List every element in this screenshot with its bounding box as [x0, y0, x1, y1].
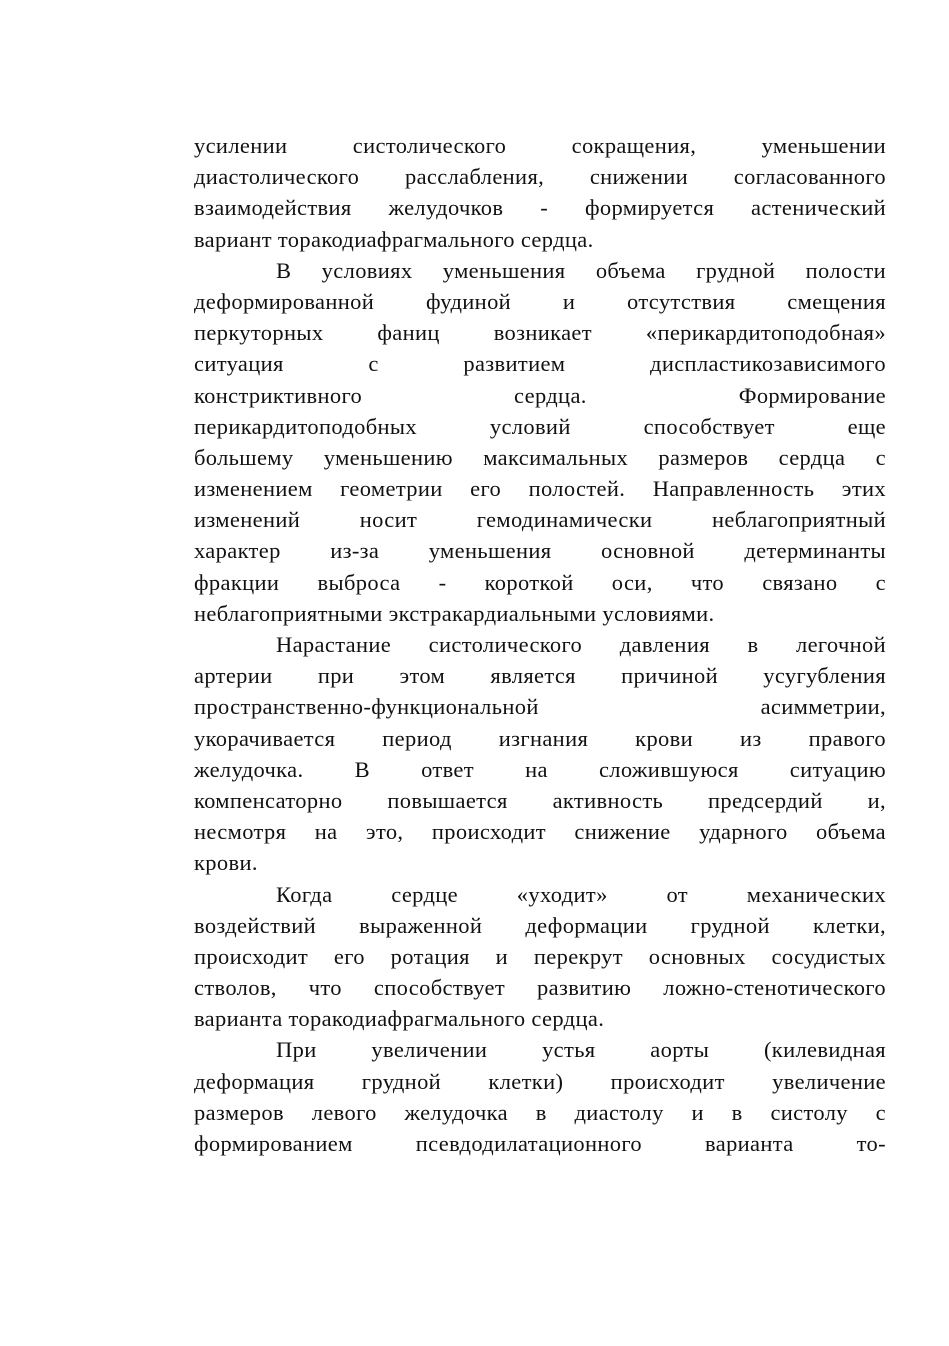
- text-line: укорачивается период изгнания крови из правого: [194, 725, 886, 751]
- text-line: формированием псевдодилатационного варианта то-: [194, 1131, 886, 1156]
- text-line: Когда сердце «уходит» от механических: [276, 881, 886, 907]
- text-line: В условиях уменьшения объема грудной полости: [276, 257, 886, 283]
- text-line: вариант торакодиафрагмального сердца.: [194, 226, 594, 252]
- text-line: взаимодействия желудочков - формируется астенический: [194, 195, 886, 221]
- paragraph: [194, 130, 886, 255]
- paragraph: [194, 879, 886, 1035]
- text-line: большему уменьшению максимальных размеров сердца с: [194, 444, 886, 470]
- text-line: воздействий выраженной деформации грудной клетки,: [194, 912, 886, 938]
- paragraph: [194, 629, 886, 879]
- text-line: усилении систолического сокращения, уменьшении: [194, 133, 886, 158]
- text-line: деформированной фудиной и отсутствия смещения: [194, 288, 886, 314]
- text-line: диастолического расслабления, снижении согласованного: [194, 164, 886, 190]
- text-line: ситуация с развитием диспластикозависимого: [194, 351, 886, 377]
- paragraph: [194, 255, 886, 629]
- text-line: несмотря на это, происходит снижение ударного объема: [194, 819, 886, 845]
- text-line: фракции выброса - короткой оси, что связано с: [194, 569, 886, 595]
- text-line: характер из-за уменьшения основной детерминанты: [194, 538, 886, 564]
- text-line: изменений носит гемодинамически неблагоприятный: [194, 507, 886, 533]
- text-line: артерии при этом является причиной усугубления: [194, 663, 886, 689]
- text-line: желудочка. В ответ на сложившуюся ситуацию: [194, 756, 886, 782]
- text-line: перкуторных фаниц возникает «перикардитоподобная»: [194, 320, 886, 346]
- text-line: констриктивного сердца. Формирование: [194, 382, 886, 408]
- text-line: стволов, что способствует развитию ложно-стенотического: [194, 975, 886, 1001]
- text-line: происходит его ротация и перекрут основных сосудистых: [194, 943, 886, 969]
- text-line: варианта торакодиафрагмального сердца.: [194, 1006, 605, 1032]
- text-line: размеров левого желудочка в диастолу и в систолу с: [194, 1099, 886, 1125]
- text-line: компенсаторно повышается активность предсердий и,: [194, 787, 886, 813]
- text-line: Нарастание систолического давления в легочной: [276, 632, 886, 657]
- text-line: деформация грудной клетки) происходит увеличение: [194, 1068, 886, 1094]
- text-line: пространственно-функциональной асимметрии,: [194, 694, 886, 720]
- paragraph: [194, 1034, 886, 1159]
- text-line: изменением геометрии его полостей. Направленность этих: [194, 476, 886, 502]
- text-line: перикардитоподобных условий способствует еще: [194, 413, 886, 439]
- text-line: неблагоприятными экстракардиальными условиями.: [194, 600, 715, 626]
- text-line: крови.: [194, 850, 258, 876]
- text-line: При увеличении устья аорты (килевидная: [276, 1037, 886, 1063]
- document-page: [194, 130, 886, 1159]
